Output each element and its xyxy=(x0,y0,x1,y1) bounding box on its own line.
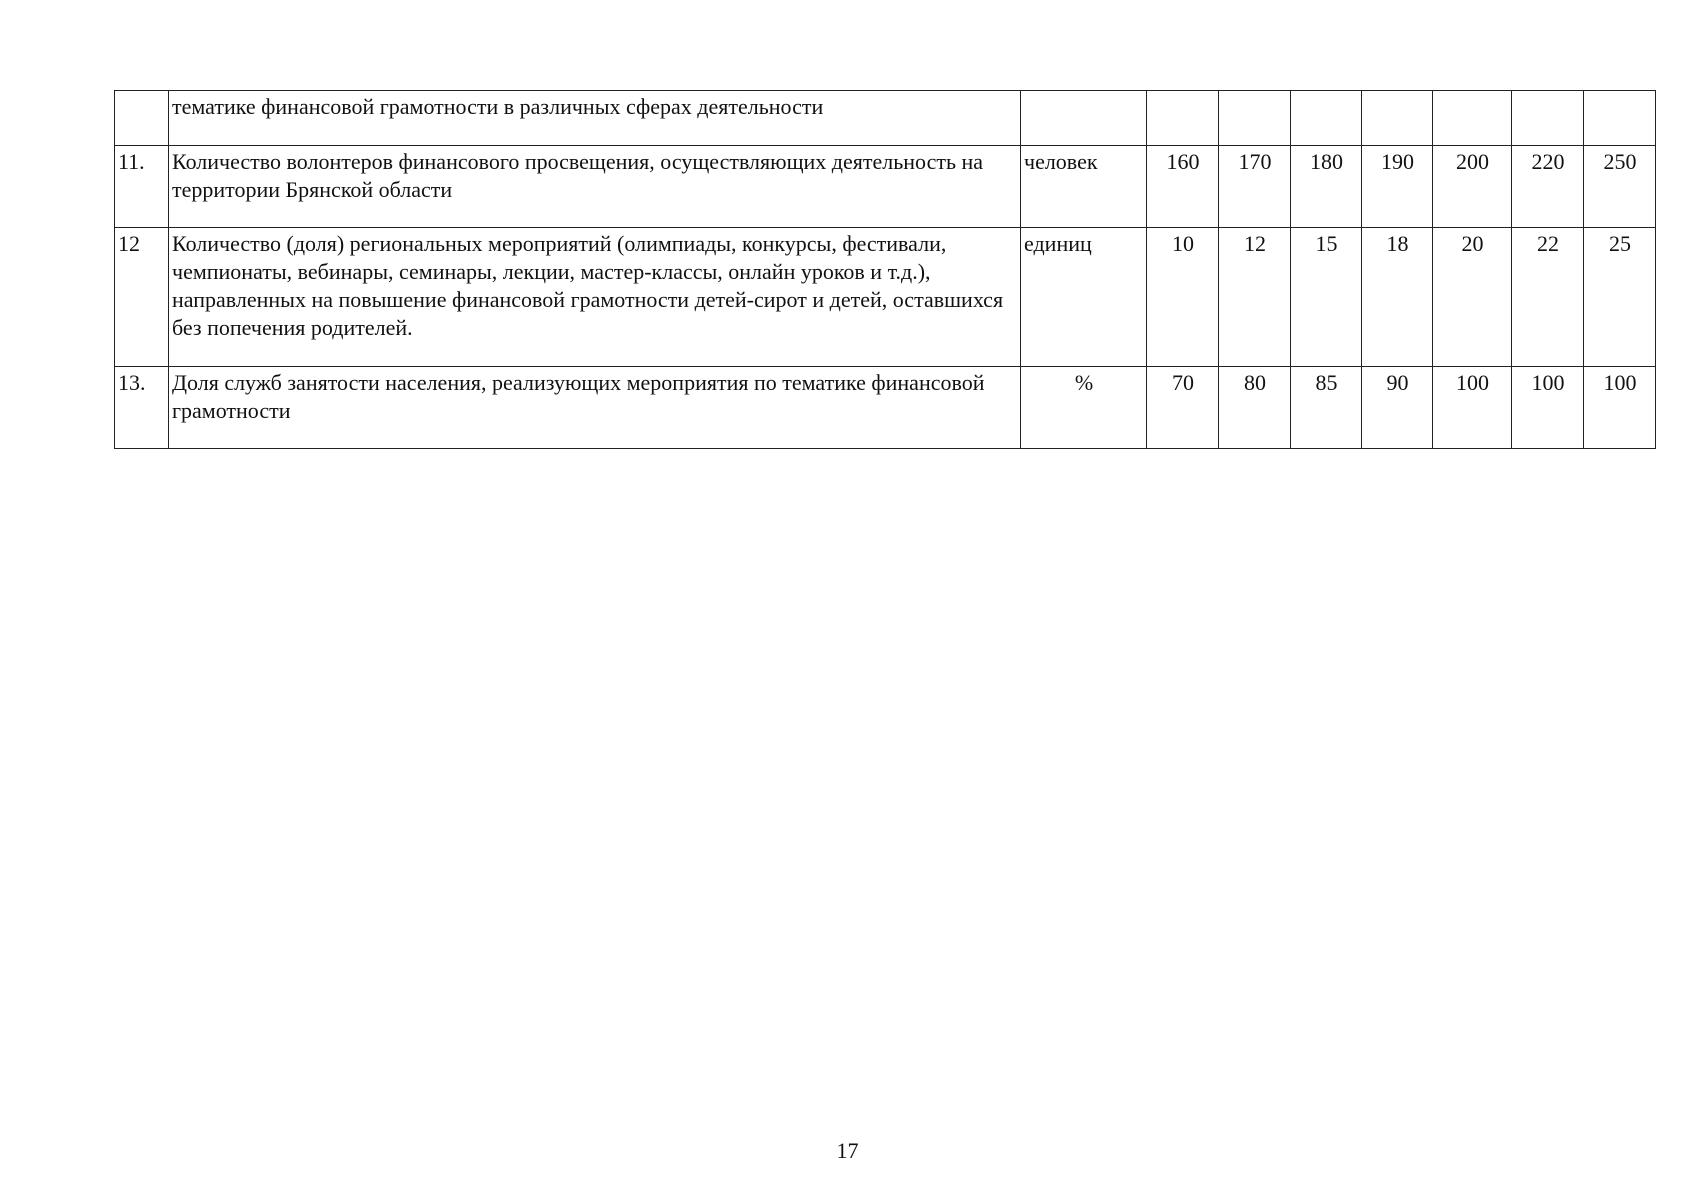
indicators-table xyxy=(114,90,1656,449)
value-cell xyxy=(1512,91,1584,146)
value-cell: 220 xyxy=(1512,146,1584,228)
table-row xyxy=(115,91,1656,146)
table-row xyxy=(115,146,1656,228)
unit-cell: человек xyxy=(1021,146,1147,228)
value-cell xyxy=(1584,91,1656,146)
row-number xyxy=(115,91,169,146)
value-cell: 100 xyxy=(1584,367,1656,449)
row-number: 13. xyxy=(115,367,169,449)
table-row xyxy=(115,367,1656,449)
value-cell: 100 xyxy=(1512,367,1584,449)
row-number: 12 xyxy=(115,228,169,367)
indicator-name: Доля служб занятости населения, реализующих мероприятия по тематике финансовой грамотности xyxy=(169,367,1021,449)
value-cell: 160 xyxy=(1147,146,1219,228)
value-cell xyxy=(1362,91,1433,146)
value-cell xyxy=(1147,91,1219,146)
value-cell: 100 xyxy=(1433,367,1512,449)
indicator-name: Количество (доля) региональных мероприятий (олимпиады, конкурсы, фестивали, чемпионаты, вебинары, семинары, лекции, мастер-классы, онлайн уроков и т.д.), направленных на повышение финансовой грамотности детей-сирот и детей, оставшихся без попечения родителей. xyxy=(169,228,1021,367)
value-cell xyxy=(1433,91,1512,146)
value-cell: 18 xyxy=(1362,228,1433,367)
page-number: 17 xyxy=(836,1138,859,1163)
value-cell: 20 xyxy=(1433,228,1512,367)
value-cell: 200 xyxy=(1433,146,1512,228)
value-cell: 15 xyxy=(1291,228,1362,367)
value-cell: 190 xyxy=(1362,146,1433,228)
value-cell: 22 xyxy=(1512,228,1584,367)
value-cell: 250 xyxy=(1584,146,1656,228)
unit-cell: % xyxy=(1021,367,1147,449)
value-cell: 170 xyxy=(1219,146,1291,228)
value-cell: 12 xyxy=(1219,228,1291,367)
value-cell xyxy=(1291,91,1362,146)
indicator-name: Количество волонтеров финансового просвещения, осуществляющих деятельность на территории Брянской области xyxy=(169,146,1021,228)
value-cell: 90 xyxy=(1362,367,1433,449)
table-row xyxy=(115,228,1656,367)
unit-cell xyxy=(1021,91,1147,146)
indicator-name: тематике финансовой грамотности в различных сферах деятельности xyxy=(169,91,1021,146)
value-cell: 25 xyxy=(1584,228,1656,367)
value-cell: 85 xyxy=(1291,367,1362,449)
value-cell: 10 xyxy=(1147,228,1219,367)
value-cell: 70 xyxy=(1147,367,1219,449)
value-cell xyxy=(1219,91,1291,146)
value-cell: 180 xyxy=(1291,146,1362,228)
unit-cell: единиц xyxy=(1021,228,1147,367)
value-cell: 80 xyxy=(1219,367,1291,449)
row-number: 11. xyxy=(115,146,169,228)
